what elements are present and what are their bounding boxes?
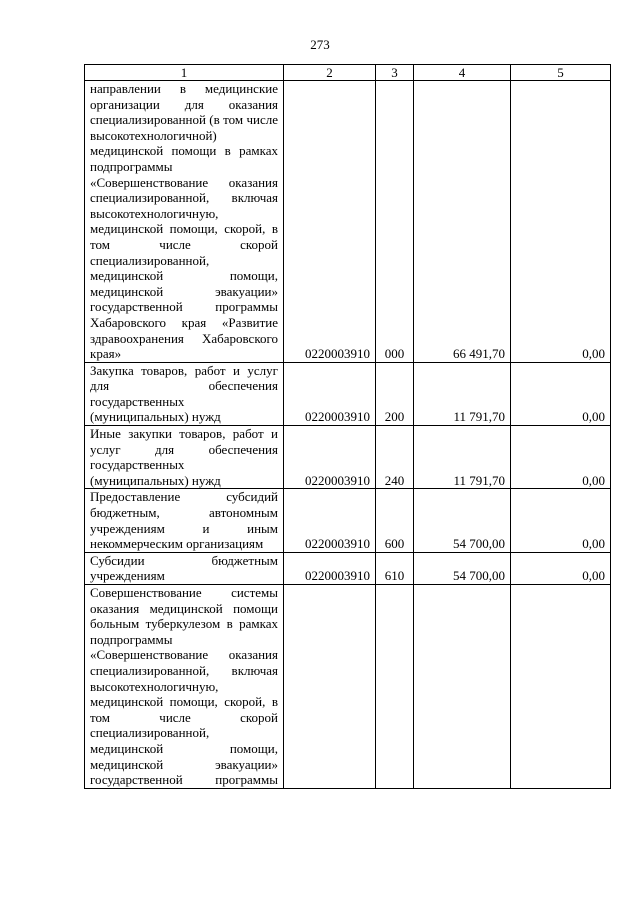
row-name: Совершенствование системы оказания медицинской помощи больным туберкулезом в рамках подпрограммы «Совершенствование оказания специализированной, включая высокотехнологичную, медицинской помощи, скорой, в том числе скорой специализированной, медицинской помощи, медицинской эвакуации» государственной программы — [85, 585, 284, 789]
row-name: Субсидии бюджетным учреждениям — [85, 552, 284, 584]
row-expense-type: 000 — [376, 81, 414, 363]
row-amount: 54 700,00 — [414, 489, 511, 552]
row-target-code: 0220003910 — [284, 362, 376, 425]
table-row — [85, 585, 611, 789]
column-header-5: 5 — [511, 65, 611, 81]
table-header-row — [85, 65, 611, 81]
budget-table — [84, 64, 611, 789]
table-row — [85, 489, 611, 552]
row-expense-type: 240 — [376, 426, 414, 489]
row-name: Иные закупки товаров, работ и услуг для обеспечения государственных (муниципальных) нужд — [85, 426, 284, 489]
row-amount: 11 791,70 — [414, 362, 511, 425]
row-amount-2: 0,00 — [511, 489, 611, 552]
row-target-code: 0220003910 — [284, 552, 376, 584]
row-amount-2: 0,00 — [511, 426, 611, 489]
row-target-code — [284, 585, 376, 789]
row-expense-type: 610 — [376, 552, 414, 584]
row-target-code: 0220003910 — [284, 426, 376, 489]
row-amount: 54 700,00 — [414, 552, 511, 584]
column-header-4: 4 — [414, 65, 511, 81]
row-amount: 66 491,70 — [414, 81, 511, 363]
row-expense-type: 200 — [376, 362, 414, 425]
row-name: Предоставление субсидий бюджетным, автономным учреждениям и иным некоммерческим организациям — [85, 489, 284, 552]
table-row — [85, 362, 611, 425]
table-row — [85, 426, 611, 489]
row-amount-2: 0,00 — [511, 81, 611, 363]
row-name: Закупка товаров, работ и услуг для обеспечения государственных (муниципальных) нужд — [85, 362, 284, 425]
table-row — [85, 552, 611, 584]
row-target-code: 0220003910 — [284, 489, 376, 552]
column-header-3: 3 — [376, 65, 414, 81]
row-amount-2 — [511, 585, 611, 789]
page-number: 273 — [310, 37, 330, 52]
table-row — [85, 81, 611, 363]
column-header-1: 1 — [85, 65, 284, 81]
row-amount: 11 791,70 — [414, 426, 511, 489]
row-amount — [414, 585, 511, 789]
row-expense-type: 600 — [376, 489, 414, 552]
row-expense-type — [376, 585, 414, 789]
row-target-code: 0220003910 — [284, 81, 376, 363]
column-header-2: 2 — [284, 65, 376, 81]
row-amount-2: 0,00 — [511, 552, 611, 584]
row-name: направлении в медицинские организации для оказания специализированной (в том числе высокотехнологичной) медицинской помощи в рамках подпрограммы «Совершенствование оказания специализированной, включая высокотехнологичную, медицинской помощи, скорой, в том числе скорой специализированной, медицинской помощи, медицинской эвакуации» государственной программы Хабаровского края «Развитие здравоохранения Хабаровского края» — [85, 81, 284, 363]
row-amount-2: 0,00 — [511, 362, 611, 425]
